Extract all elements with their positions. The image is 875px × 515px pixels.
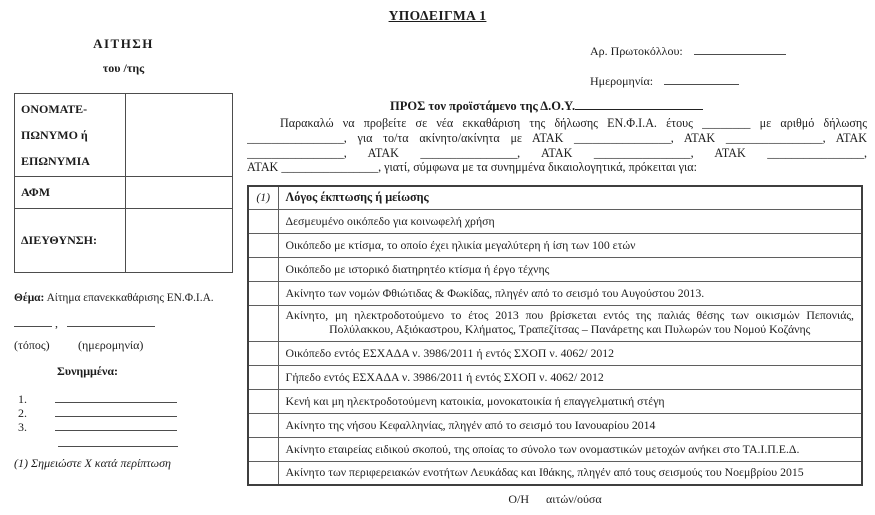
name-field-value[interactable] bbox=[126, 94, 233, 177]
signature-prefix: Ο/Η bbox=[508, 492, 529, 506]
afm-field-label: ΑΦΜ bbox=[15, 177, 126, 209]
subject-line bbox=[14, 292, 214, 304]
signature-text: αιτών/ούσα bbox=[545, 492, 602, 506]
mark-cell[interactable] bbox=[248, 389, 278, 413]
reasons-table bbox=[247, 185, 863, 486]
mark-cell[interactable] bbox=[248, 365, 278, 389]
mark-cell[interactable] bbox=[248, 413, 278, 437]
request-line: ________________, ΑΤΑΚ ________________, ΑΤΑΚ ________________, ΑΤΑΚ ________________, bbox=[247, 145, 867, 160]
reason-cell: Ακίνητο των περιφερειακών ενοτήτων Λευκάδας και Ιθάκης, πληγέν από τους σεισμούς του Νοεμβρίου 2015 bbox=[278, 461, 862, 485]
application-subheading: του /της bbox=[102, 61, 145, 75]
signature-line bbox=[247, 492, 863, 507]
subject-text: Αίτημα επανεκκαθάρισης ΕΝ.Φ.Ι.Α. bbox=[46, 292, 214, 304]
afm-field-value[interactable] bbox=[126, 177, 233, 209]
request-paragraph bbox=[247, 116, 867, 175]
attachments-label: Συνημμένα: bbox=[57, 364, 119, 378]
attachment-blank[interactable] bbox=[55, 430, 177, 431]
attachment-number: 1. bbox=[18, 392, 27, 406]
table-row bbox=[248, 341, 862, 365]
table-row bbox=[15, 209, 233, 273]
address-field-label: ΔΙΕΥΘΥΝΣΗ: bbox=[15, 209, 126, 273]
attachment-blank[interactable] bbox=[55, 416, 177, 417]
mark-cell[interactable] bbox=[248, 233, 278, 257]
attachment-row bbox=[0, 406, 240, 421]
reason-column-header: Λόγος έκπτωσης ή μείωσης bbox=[278, 186, 862, 209]
attachment-number: 3. bbox=[18, 420, 27, 434]
place-date-separator: , bbox=[55, 316, 58, 330]
attachment-blank[interactable] bbox=[55, 402, 177, 403]
reason-cell: Γήπεδο εντός ΕΣΧΑΔΑ ν. 3986/2011 ή εντός ΣΧΟΠ ν. 4062/ 2012 bbox=[278, 365, 862, 389]
table-row bbox=[15, 177, 233, 209]
mark-cell[interactable] bbox=[248, 281, 278, 305]
table-row bbox=[248, 257, 862, 281]
attachment-row bbox=[0, 420, 240, 435]
place-label: (τόπος) bbox=[14, 338, 50, 352]
protocol-number-row bbox=[590, 42, 786, 59]
table-row bbox=[248, 281, 862, 305]
table-row bbox=[248, 233, 862, 257]
table-row bbox=[248, 209, 862, 233]
mark-column-header: (1) bbox=[248, 186, 278, 209]
doy-blank[interactable] bbox=[575, 97, 703, 110]
attachment-number: 2. bbox=[18, 406, 27, 420]
applicant-info-table bbox=[14, 93, 233, 273]
table-row bbox=[15, 94, 233, 177]
mark-cell[interactable] bbox=[248, 257, 278, 281]
table-row bbox=[248, 437, 862, 461]
reason-cell: Οικόπεδο εντός ΕΣΧΑΔΑ ν. 3986/2011 ή εντός ΣΧΟΠ ν. 4062/ 2012 bbox=[278, 341, 862, 365]
reason-cell: Ακίνητο, μη ηλεκτροδοτούμενο το έτος 2013 που βρίσκεται εντός της παλιάς θέσης των οικισμών Πεπονιάς, Πολύλακκου, Αξιόκαστρου, Κλήματος, Τραπεζίτσας – Πανάρετης και Πυλωρών του Νομού Κοζάνης bbox=[278, 305, 862, 341]
request-line: ________________, για το/τα ακίνητο/ακίνητα με ΑΤΑΚ ________________, ΑΤΑΚ ________________, ΑΤΑΚ bbox=[247, 130, 867, 145]
protocol-date-blank[interactable] bbox=[664, 72, 739, 85]
name-field-label: ΟΝΟΜΑΤΕ-ΠΩΝΥΜΟ ή ΕΠΩΝΥΜΙΑ bbox=[15, 94, 126, 177]
date-label: (ημερομηνία) bbox=[78, 338, 144, 352]
table-row bbox=[248, 389, 862, 413]
place-date-blanks bbox=[14, 314, 155, 331]
address-field-value[interactable] bbox=[126, 209, 233, 273]
protocol-date-row bbox=[590, 72, 739, 89]
footnote: (1) Σημειώστε Χ κατά περίπτωση bbox=[14, 456, 171, 470]
attachment-row bbox=[0, 392, 240, 407]
recipient-line bbox=[390, 97, 703, 114]
request-line: Παρακαλώ να προβείτε σε νέα εκκαθάριση της δήλωσης ΕΝ.Φ.Ι.Α. έτους ________ με αριθμό δήλωσης bbox=[280, 116, 867, 130]
reason-cell: Ακίνητο της νήσου Κεφαλληνίας, πληγέν από το σεισμό του Ιανουαρίου 2014 bbox=[278, 413, 862, 437]
mark-cell[interactable] bbox=[248, 305, 278, 341]
request-line: ΑΤΑΚ ________________, γιατί, σύμφωνα με τα συνημμένα δικαιολογητικά, πρόκειται για: bbox=[247, 160, 697, 175]
reason-cell: Οικόπεδο με ιστορικό διατηρητέο κτίσμα ή έργο τέχνης bbox=[278, 257, 862, 281]
table-row bbox=[248, 365, 862, 389]
mark-cell[interactable] bbox=[248, 437, 278, 461]
subject-label: Θέμα: bbox=[14, 292, 45, 304]
table-row bbox=[248, 413, 862, 437]
attachment-extra-blank[interactable] bbox=[58, 446, 178, 447]
table-header-row bbox=[248, 186, 862, 209]
protocol-number-blank[interactable] bbox=[694, 42, 786, 55]
protocol-date-label: Ημερομηνία: bbox=[590, 74, 654, 88]
mark-cell[interactable] bbox=[248, 461, 278, 485]
table-row bbox=[248, 461, 862, 485]
protocol-number-label: Αρ. Πρωτοκόλλου: bbox=[590, 44, 683, 58]
date-blank[interactable] bbox=[67, 314, 155, 327]
page-title: ΥΠΟΔΕΙΓΜΑ 1 bbox=[388, 8, 487, 23]
mark-cell[interactable] bbox=[248, 209, 278, 233]
reason-cell: Δεσμευμένο οικόπεδο για κοινωφελή χρήση bbox=[278, 209, 862, 233]
reason-cell: Ακίνητο εταιρείας ειδικού σκοπού, της οποίας το σύνολο των ονομαστικών μετοχών ανήκει στο ΤΑ.Ι.Π.Ε.Δ. bbox=[278, 437, 862, 461]
reason-cell: Οικόπεδο με κτίσμα, το οποίο έχει ηλικία μεγαλύτερη ή ίση των 100 ετών bbox=[278, 233, 862, 257]
mark-cell[interactable] bbox=[248, 341, 278, 365]
reason-cell: Κενή και μη ηλεκτροδοτούμενη κατοικία, μονοκατοικία ή επαγγελματική στέγη bbox=[278, 389, 862, 413]
application-heading: ΑΙΤΗΣΗ bbox=[93, 36, 154, 51]
reason-cell: Ακίνητο των νομών Φθιώτιδας & Φωκίδας, πληγέν από το σεισμό του Αυγούστου 2013. bbox=[278, 281, 862, 305]
place-blank[interactable] bbox=[14, 314, 52, 327]
table-row bbox=[248, 305, 862, 341]
recipient-label: ΠΡΟΣ τον προϊστάμενο της Δ.Ο.Υ. bbox=[390, 99, 576, 113]
